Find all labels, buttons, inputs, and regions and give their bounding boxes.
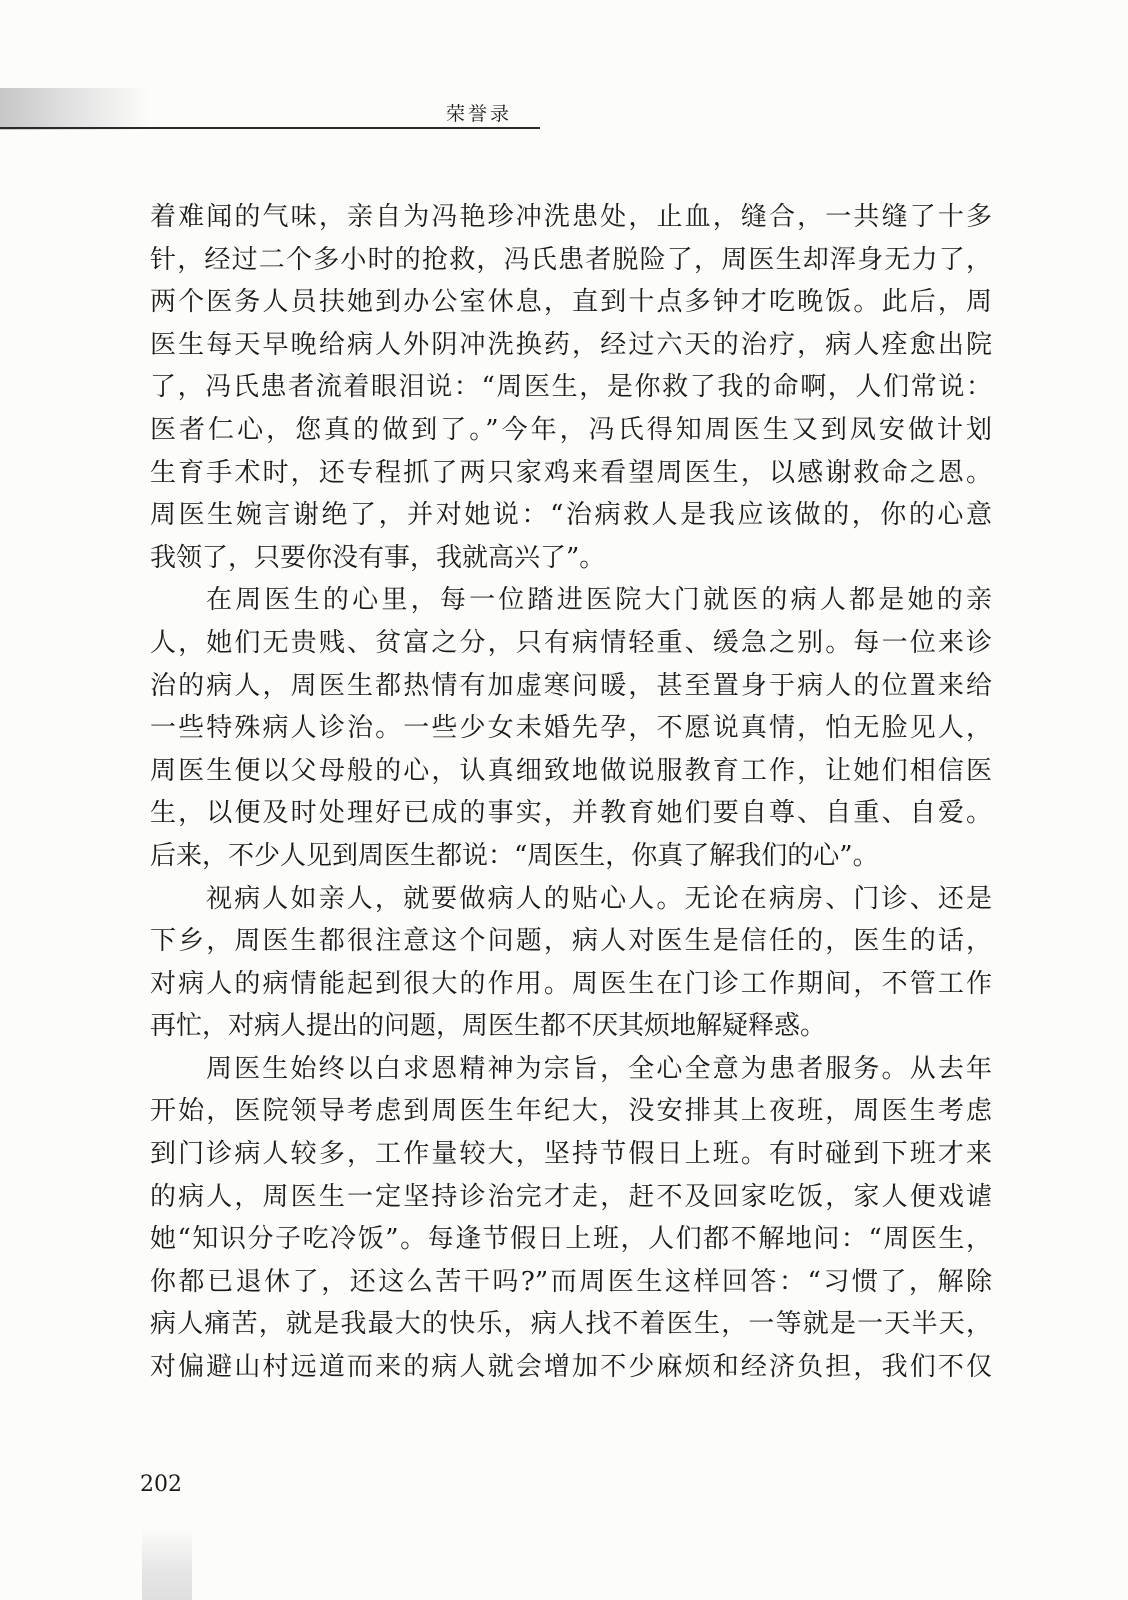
header-rule: [0, 127, 540, 129]
text-line: 我领了，只要你没有事，我就高兴了”。: [150, 542, 606, 573]
text-line: 对病人的病情能起到很大的作用。周医生在门诊工作期间，不管工作: [150, 968, 992, 999]
text-line: 两个医务人员扶她到办公室休息，直到十点多钟才吃晚饭。此后，周: [150, 287, 992, 318]
text-line: 生育手术时，还专程抓了两只家鸡来看望周医生，以感谢救命之恩。: [150, 457, 992, 488]
text-line: 周医生始终以白求恩精神为宗旨，全心全意为患者服务。从去年: [206, 1053, 992, 1084]
text-line: 了，冯氏患者流着眼泪说：“周医生，是你救了我的命啊，人们常说：: [150, 372, 992, 403]
text-line: 你都已退休了，还这么苦干吗?”而周医生这样回答：“习惯了，解除: [150, 1266, 992, 1297]
text-line: 医生每天早晚给病人外阴冲洗换药，经过六天的治疗，病人痊愈出院: [150, 329, 992, 360]
text-line: 她“知识分子吃冷饭”。每逢节假日上班，人们都不解地问：“周医生，: [150, 1224, 992, 1255]
text-line: 着难闻的气味，亲自为冯艳珍冲洗患处，止血，缝合，一共缝了十多: [150, 202, 992, 232]
text-line: 一些特殊病人诊治。一些少女未婚先孕，不愿说真情，怕无脸见人，: [150, 713, 992, 744]
text-line: 人，她们无贵贱、贫富之分，只有病情轻重、缓急之别。每一位来诊: [150, 627, 992, 658]
text-line: 治的病人，周医生都热情有加虚寒问暖，甚至置身于病人的位置来给: [150, 670, 992, 701]
text-line: 病人痛苦，就是我最大的快乐，病人找不着医生，一等就是一天半天，: [150, 1309, 992, 1340]
text-line: 针，经过二个多小时的抢救，冯氏患者脱险了，周医生却浑身无力了，: [150, 244, 992, 275]
scan-edge-shading-bottom: [142, 1528, 192, 1600]
text-line: 医者仁心，您真的做到了。”今年，冯氏得知周医生又到凤安做计划: [150, 414, 992, 445]
text-line: 后来，不少人见到周医生都说：“周医生，你真了解我们的心”。: [150, 840, 879, 871]
text-line: 下乡，周医生都很注意这个问题，病人对医生是信任的，医生的话，: [150, 926, 992, 957]
text-line: 开始，医院领导考虑到周医生年纪大，没安排其上夜班，周医生考虑: [150, 1096, 992, 1127]
text-line: 周医生婉言谢绝了，并对她说：“治病救人是我应该做的，你的心意: [150, 500, 992, 531]
text-line: 对偏避山村远道而来的病人就会增加不少麻烦和经济负担，我们不仅: [150, 1352, 992, 1383]
running-head-title: 荣誉录: [446, 103, 513, 125]
text-line: 到门诊病人较多，工作量较大，坚持节假日上班。有时碰到下班才来: [150, 1139, 992, 1170]
text-line: 视病人如亲人，就要做病人的贴心人。无论在病房、门诊、还是: [206, 883, 992, 914]
text-line: 在周医生的心里，每一位踏进医院大门就医的病人都是她的亲: [206, 585, 992, 616]
text-line: 再忙，对病人提出的问题，周医生都不厌其烦地解疑释惑。: [150, 1011, 827, 1042]
text-line: 的病人，周医生一定坚持诊治完才走，赶不及回家吃饭，家人便戏谑: [150, 1181, 992, 1212]
text-line: 生，以便及时处理好已成的事实，并教育她们要自尊、自重、自爱。: [150, 798, 992, 829]
page-number: 202: [140, 1472, 182, 1497]
text-line: 周医生便以父母般的心，认真细致地做说服教育工作，让她们相信医: [150, 755, 992, 786]
scan-edge-shading: [0, 88, 150, 130]
body-text: [150, 196, 992, 1389]
